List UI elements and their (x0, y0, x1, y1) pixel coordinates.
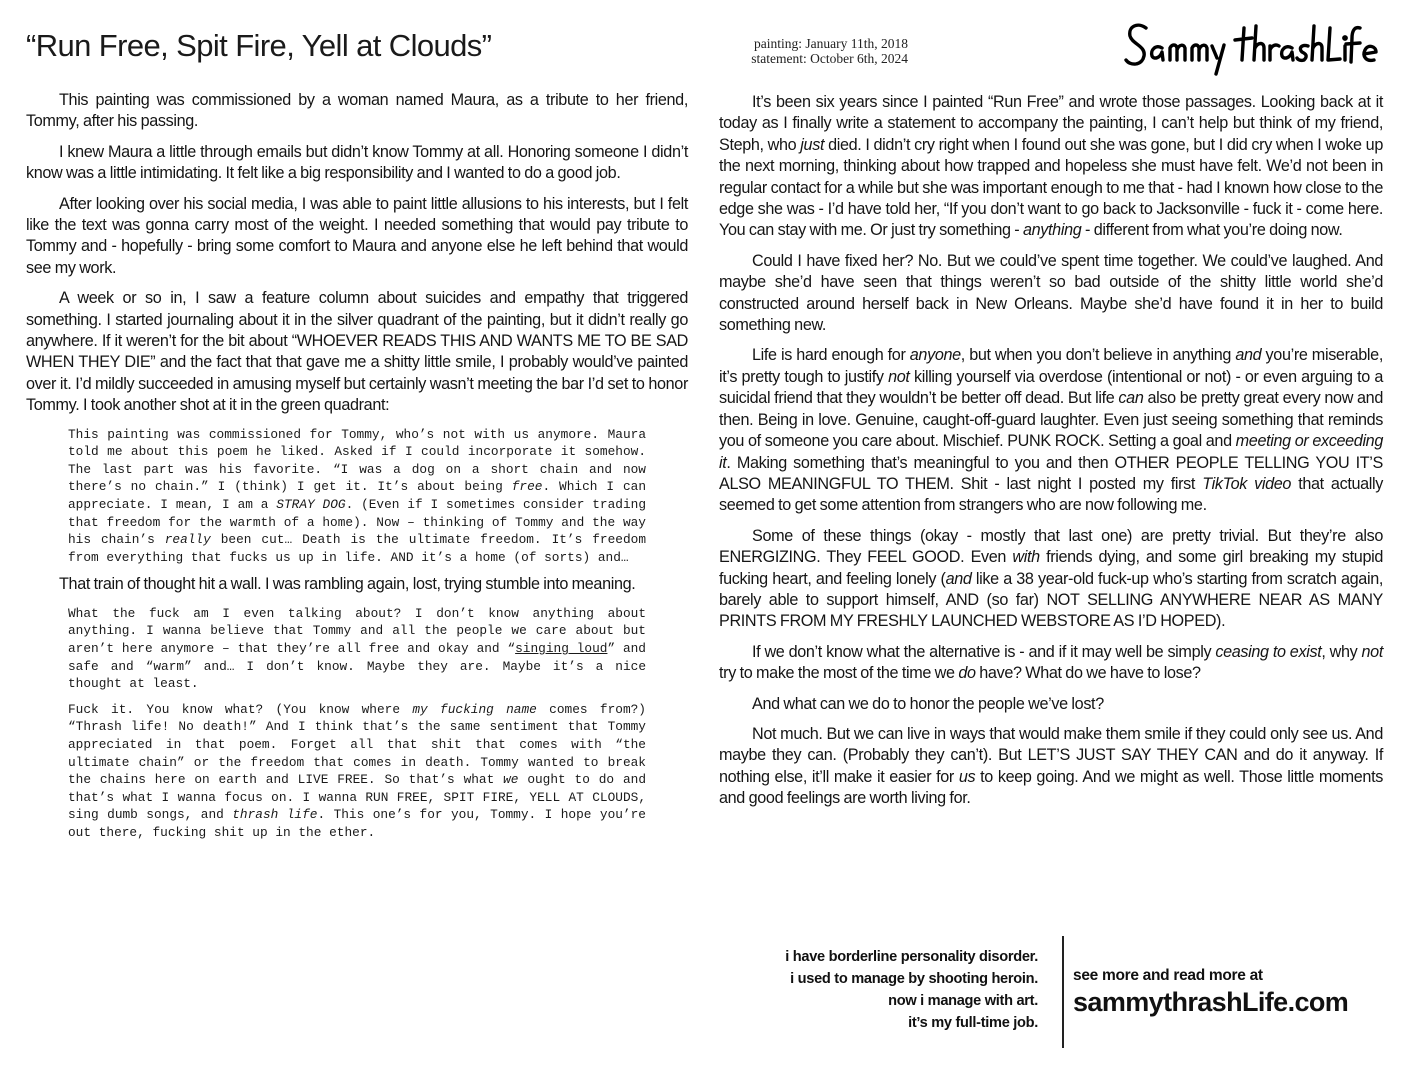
paragraph (26, 288, 688, 416)
left-column-artist-writing (26, 90, 688, 850)
website-promo (1073, 966, 1348, 1018)
emphasis-text: anyone (909, 346, 961, 365)
emphasis-text: do (958, 664, 976, 683)
footer-banner (730, 936, 1390, 1048)
text-run: . Making something that’s meaningful to you and then OTHER PEOPLE TELLING YOU IT’S ALSO MEANINGFUL TO THEM. Shit - last night I posted my first (719, 453, 1383, 493)
text-run: to keep going. And we might as well. Those little moments and good feelings are worth living for. (719, 767, 1383, 808)
paragraph (719, 694, 1383, 715)
text-run: , why (1321, 642, 1362, 661)
text-run: That train of thought hit a wall. I was rambling again, lost, trying stumble into meaning. (59, 575, 636, 594)
right-column-statement (719, 92, 1383, 819)
text-run: . This one’s for you, Tommy. I hope you’re out there, fucking shit up in the ether. (68, 807, 646, 840)
page-title: “Run Free, Spit Fire, Yell at Clouds” (26, 28, 492, 63)
emphasis-text: meeting or exceeding it (719, 432, 1383, 472)
text-run: also be pretty great every now and then. Being in love. Genuine, caught-off-guard laughter. Even just seeing something that reminds you of someone you care about. Mischief. PUNK ROCK. Setting a goal and (719, 389, 1383, 451)
emphasis-text: not (1361, 642, 1383, 661)
statement-date: statement: October 6th, 2024 (751, 51, 908, 66)
text-run: . Which I can appreciate. I mean, I am a (68, 479, 646, 513)
text-run: have? What do we have to lose? (975, 664, 1201, 683)
paragraph (26, 142, 688, 185)
text-run: died. I didn’t cry right when I found out she was gone, but I did cry when I woke up the next morning, thinking about how trapped and hopeless she must have felt. We’d not been in regular contact for a while but she was important enough to me that - had I known how close to the edge she was - I’d have told her, “If you don’t want to go back to Jacksonville - fuck it - come here. You can stay with me. Or just try something - (719, 135, 1383, 240)
paragraph (719, 526, 1383, 633)
text-run: comes from?) “Thrash life! No death!” And I think that’s the same sentiment that Tommy appreciated in that poem. Forget all that shit that comes with “the ultimate chain” or the freedom that comes in death. Tommy wanted to break the chains here on earth and LIVE FREE. So that’s what (68, 701, 646, 788)
paragraph (26, 574, 688, 595)
quoted-painting-text (68, 426, 646, 567)
quoted-painting-text (68, 605, 646, 693)
text-run: ought to do and that’s what I wanna focus on. I wanna RUN FREE, SPIT FIRE, YELL AT CLOUDS, sing dumb songs, and (68, 772, 646, 823)
text-run: Not much. But we can live in ways that would make them smile if they could only see us. And maybe they can. (Probably they can’t). But LET’S JUST SAY THEY CAN and do it anyway. If nothing else, it’ll make it easier for (719, 724, 1383, 786)
text-run: If we don’t know what the alternative is - and if it may well be simply (752, 642, 1216, 661)
text-run: that actually seemed to get some attention from strangers who are now following me. (719, 474, 1384, 515)
emphasis-text: TikTok video (1202, 474, 1292, 493)
disclosure-line: i used to manage by shooting heroin. (790, 971, 1038, 987)
website-link[interactable]: sammythrashLife.com (1073, 987, 1349, 1017)
text-run: , but when you don’t believe in anything (960, 346, 1236, 365)
paragraph (719, 724, 1383, 810)
disclosure-line: it’s my full-time job. (908, 1015, 1038, 1031)
painting-date: painting: January 11th, 2018 (754, 36, 908, 51)
emphasis-text: anything (1022, 221, 1082, 240)
text-run: killing yourself via overdose (intentional or not) - or even arguing to a suicidal friend that they wouldn’t be better off dead. But life (719, 367, 1383, 408)
emphasis-text: ceasing to exist (1215, 642, 1322, 661)
emphasis-text: with (1012, 548, 1040, 567)
signature-logo (1120, 14, 1390, 86)
paragraph (26, 194, 688, 280)
emphasis-text: really (164, 532, 211, 548)
text-run: And what can we do to honor the people we’ve lost? (752, 694, 1104, 713)
paragraph (26, 90, 688, 133)
emphasis-text: my fucking name (412, 701, 537, 717)
quoted-painting-text (68, 701, 646, 842)
emphasis-text: not (888, 367, 910, 386)
see-more-text: see more and read more at (1073, 967, 1263, 984)
text-run: been cut… Death is the ultimate freedom. It’s freedom from everything that fucks us up in life. AND it’s a home (of sorts) and… (68, 532, 647, 565)
emphasis-text: thrash life (232, 807, 318, 823)
dates-block (728, 36, 908, 66)
text-run: - different from what you’re doing now. (1081, 221, 1343, 240)
footer-divider (1062, 936, 1064, 1048)
paragraph (719, 345, 1383, 516)
emphasis-text: free (511, 479, 543, 495)
text-run: I knew Maura a little through emails but didn’t know Tommy at all. Honoring someone I didn’t know was a little intimidating. It felt like a big responsibility and I wanted to do a good job. (26, 142, 688, 183)
text-run: Some of these things (okay - mostly that last one) are pretty trivial. But they’re also ENERGIZING. They FEEL GOOD. Even (719, 526, 1383, 567)
emphasis-text: can (1118, 389, 1144, 408)
underlined-text: singing loud (515, 641, 608, 657)
emphasis-text: and (1235, 346, 1262, 365)
paragraph (719, 251, 1383, 337)
emphasis-text: just (800, 135, 825, 154)
text-run: try to make the most of the time we (719, 664, 959, 683)
disclosure-block (708, 946, 1038, 1034)
emphasis-text: we (503, 772, 519, 788)
text-run: friends dying, and some girl breaking my stupid fucking heart, and feeling lonely ( (719, 548, 1383, 588)
disclosure-line: now i manage with art. (888, 993, 1038, 1009)
text-run: After looking over his social media, I was able to paint little allusions to his interests, but I felt like the text was gonna carry most of the weight. I needed something that would pay tribute to Tommy and - hopefully - bring some comfort to Maura and anyone else he left behind that would see my work. (26, 194, 688, 277)
text-run: It’s been six years since I painted “Run Free” and wrote those passages. Looking back at it today as I finally write a statement to accompany the painting, I can’t help but think of my friend, Steph, who (719, 93, 1383, 154)
emphasis-text: us (958, 767, 976, 786)
text-run: Could I have fixed her? No. But we could’ve spent time together. We could’ve laughed. And maybe she’d have seen that things weren’t so bad outside of the shitty little world she’d constructed around herself back in New Orleans. Maybe she’d have found it in her to build something new. (719, 251, 1383, 335)
emphasis-text: STRAY DOG (276, 497, 346, 513)
text-run: you’re miserable, it’s pretty tough to justify (719, 346, 1383, 386)
text-run: What the fuck am I even talking about? I don’t know anything about anything. I wanna believe that Tommy and all the people we care about but aren’t here anymore – that they’re all free and okay and “ (68, 605, 646, 657)
text-run: This painting was commissioned for Tommy, who’s not with us anymore. Maura told me about this poem he liked. Asked if I could incorporate it somehow. The last part was his favorite. “I was a dog on a short chain and now there’s no chain.” I (think) I get it. It’s about being (68, 426, 646, 495)
disclosure-line: i have borderline personality disorder. (785, 949, 1038, 965)
paragraph (719, 92, 1383, 242)
text-run: like a 38 year-old fuck-up who’s starting from scratch again, barely able to support himself, AND (so far) NOT SELLING ANYWHERE NEAR AS MANY PRINTS FROM MY FRESHLY LAUNCHED WEBSTORE AS I’D HOPED). (719, 569, 1383, 631)
text-run: A week or so in, I saw a feature column about suicides and empathy that triggered something. I started journaling about it in the silver quadrant of the painting, but it didn’t really go anywhere. If it weren’t for the bit about “WHOEVER READS THIS AND WANTS ME TO BE SAD WHEN THEY DIE” and the fact that that gave me a shitty little smile, I probably would’ve painted over it. I’d mildly succeeded in amusing myself but certainly wasn’t meeting the bar I’d set to honor Tommy. I took another shot at it in the green quadrant: (26, 289, 688, 415)
paragraph (719, 642, 1383, 685)
text-run: . (Even if I sometimes consider trading that freedom for the warmth of a home). Now – thinking of Tommy and the way his chain’s (68, 497, 646, 548)
text-run: Fuck it. You know what? (You know where (68, 701, 413, 717)
text-run: ” and safe and “warm” and… I don’t know. Maybe they are. Maybe it’s a nice thought at least. (68, 641, 646, 692)
emphasis-text: and (945, 569, 972, 588)
text-run: Life is hard enough for (752, 346, 910, 365)
text-run: This painting was commissioned by a woman named Maura, as a tribute to her friend, Tommy, after his passing. (26, 91, 688, 131)
